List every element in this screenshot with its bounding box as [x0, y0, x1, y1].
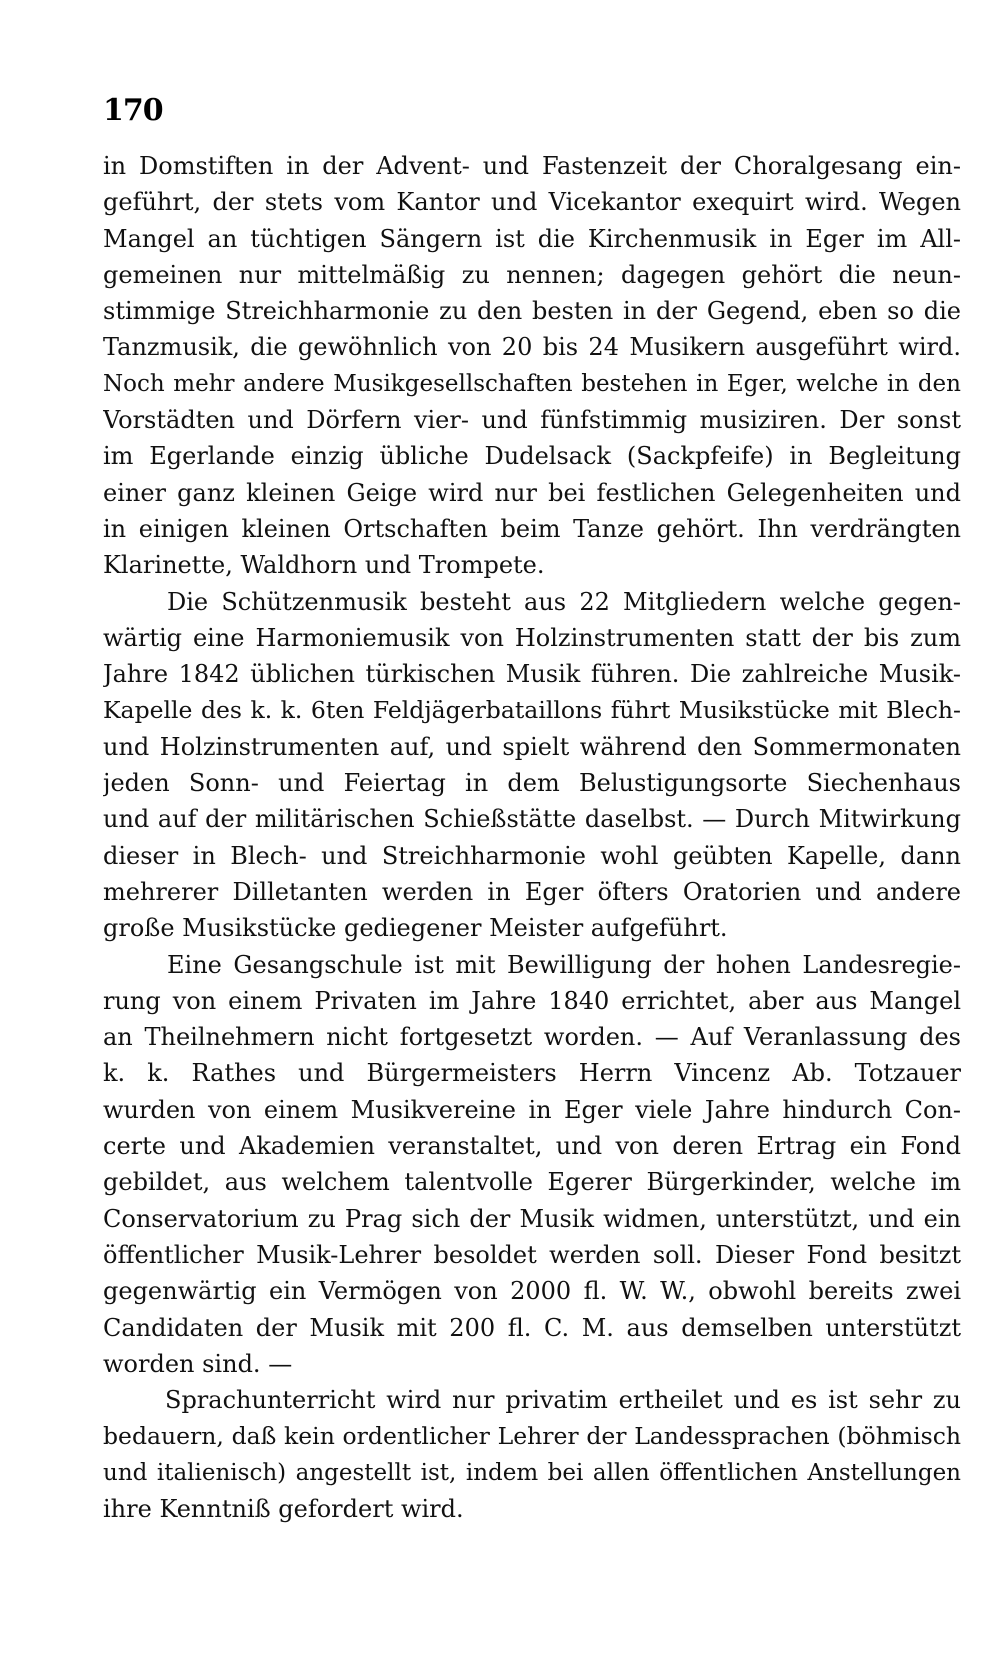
- text-line: und italienisch) angestellt ist, indem bei allen öffentlichen Anstellungen: [103, 1459, 961, 1486]
- text-line: Conservatorium zu Prag sich der Musik widmen, unterstützt, und ein: [103, 1204, 961, 1233]
- text-line: Candidaten der Musik mit 200 fl. C. M. aus demselben unterstützt: [103, 1313, 961, 1342]
- text-line: worden sind. —: [103, 1349, 293, 1378]
- text-line: an Theilnehmern nicht fortgesetzt worden. — Auf Veranlassung des: [103, 1023, 961, 1052]
- text-line: Jahre 1842 üblichen türkischen Musik führen. Die zahlreiche Musik-: [103, 660, 961, 689]
- text-line: wärtig eine Harmoniemusik von Holzinstrumenten statt der bis zum: [103, 623, 961, 652]
- text-line: und auf der militärischen Schießstätte daselbst. — Durch Mitwirkung: [103, 805, 961, 834]
- text-line: Tanzmusik, die gewöhnlich von 20 bis 24 Musikern ausgeführt wird.: [103, 333, 961, 362]
- text-line: dieser in Blech- und Streichharmonie wohl geübten Kapelle, dann: [103, 841, 961, 870]
- text-line: Sprachunterricht wird nur privatim ertheilet und es ist sehr zu: [165, 1386, 961, 1415]
- text-line: und Holzinstrumenten auf, und spielt während den Sommermonaten: [103, 732, 961, 761]
- text-line: mehrerer Dilletanten werden in Eger öfters Oratorien und andere: [103, 877, 961, 906]
- text-line: gebildet, aus welchem talentvolle Egerer Bürgerkinder, welche im: [103, 1168, 961, 1197]
- text-line: Klarinette, Waldhorn und Trompete.: [103, 551, 545, 580]
- text-line: jeden Sonn- und Feiertag in dem Belustigungsorte Siechenhaus: [103, 769, 961, 798]
- text-line: ihre Kenntniß gefordert wird.: [103, 1494, 464, 1523]
- text-line: bedauern, daß kein ordentlicher Lehrer der Landessprachen (böhmisch: [103, 1422, 961, 1451]
- text-line: in einigen kleinen Ortschaften beim Tanze gehört. Ihn verdrängten: [103, 514, 961, 543]
- text-line: gemeinen nur mittelmäßig zu nennen; dagegen gehört die neun-: [103, 260, 961, 289]
- text-line: Noch mehr andere Musikgesellschaften bestehen in Eger, welche in den: [103, 370, 961, 397]
- text-line: öffentlicher Musik-Lehrer besoldet werden soll. Dieser Fond besitzt: [103, 1240, 961, 1269]
- text-line: k. k. Rathes und Bürgermeisters Herrn Vincenz Ab. Totzauer: [103, 1059, 961, 1088]
- body-text: [103, 148, 961, 1527]
- page-number: 170: [103, 93, 163, 128]
- text-line: einer ganz kleinen Geige wird nur bei festlichen Gelegenheiten und: [103, 478, 961, 507]
- text-line: im Egerlande einzig übliche Dudelsack (Sackpfeife) in Begleitung: [103, 442, 961, 471]
- text-line: Vorstädten und Dörfern vier- und fünfstimmig musiziren. Der sonst: [103, 406, 961, 435]
- text-line: wurden von einem Musikvereine in Eger viele Jahre hindurch Con-: [103, 1095, 961, 1124]
- text-line: Kapelle des k. k. 6ten Feldjägerbataillons führt Musikstücke mit Blech-: [103, 696, 961, 725]
- text-line: geführt, der stets vom Kantor und Vicekantor exequirt wird. Wegen: [103, 188, 961, 217]
- text-line: große Musikstücke gediegener Meister aufgeführt.: [103, 914, 728, 943]
- text-line: stimmige Streichharmonie zu den besten in der Gegend, eben so die: [103, 297, 961, 326]
- text-line: Eine Gesangschule ist mit Bewilligung der hohen Landesregie-: [167, 950, 961, 979]
- text-line: rung von einem Privaten im Jahre 1840 errichtet, aber aus Mangel: [103, 986, 961, 1015]
- text-line: gegenwärtig ein Vermögen von 2000 fl. W. W., obwohl bereits zwei: [103, 1277, 961, 1306]
- text-line: certe und Akademien veranstaltet, und von deren Ertrag ein Fond: [103, 1132, 961, 1161]
- text-line: Mangel an tüchtigen Sängern ist die Kirchenmusik in Eger im All-: [103, 224, 961, 253]
- text-line: in Domstiften in der Advent- und Fastenzeit der Choralgesang ein-: [103, 152, 961, 180]
- text-line: Die Schützenmusik besteht aus 22 Mitgliedern welche gegen-: [167, 587, 961, 616]
